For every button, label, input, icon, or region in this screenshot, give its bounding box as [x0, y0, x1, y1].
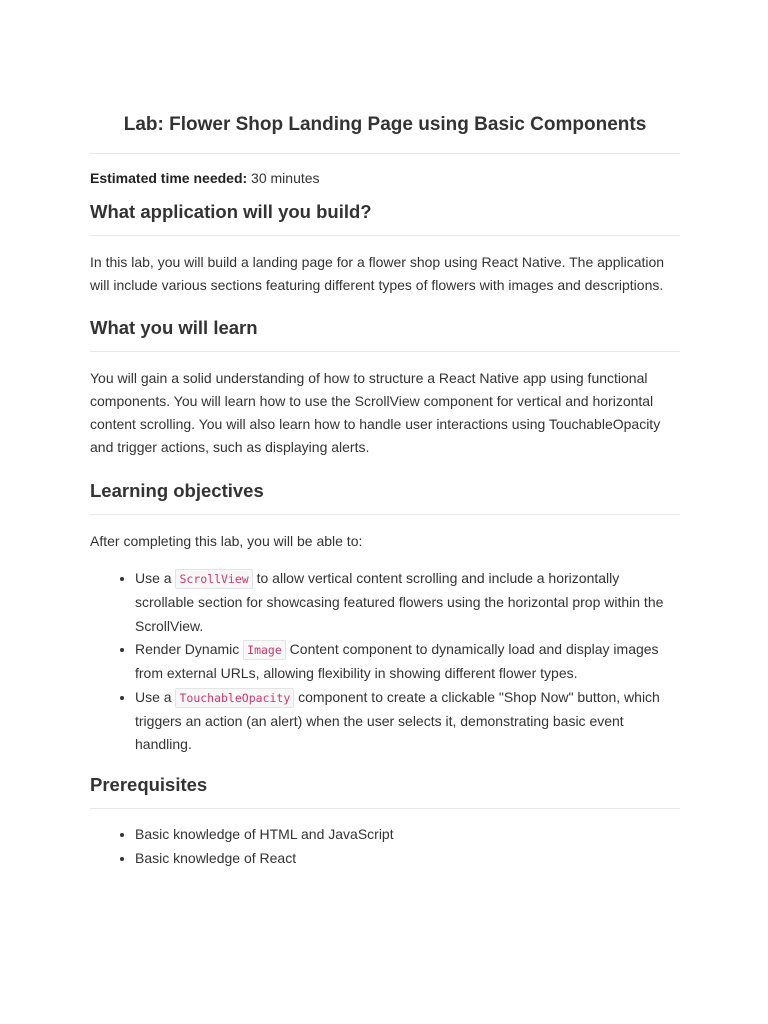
estimated-time-label: Estimated time needed:	[90, 170, 248, 186]
inline-code: TouchableOpacity	[175, 688, 294, 708]
inline-code: ScrollView	[175, 569, 252, 589]
heading-what-learn: What you will learn	[90, 314, 680, 352]
inline-code: Image	[243, 640, 286, 660]
list-item-text: component to create a clickable "Shop Now" button, which triggers an action (an alert) when the user selects it, demonstrating basic event handling.	[135, 688, 660, 753]
list-item-text: Use a	[135, 688, 176, 705]
list-item: • Basic knowledge of React	[135, 847, 680, 870]
paragraph-what-learn: You will gain a solid understanding of how to structure a React Native app using functional components. You will learn how to use the ScrollView component for vertical and horizontal content scrolling. You will also learn how to handle user interactions using TouchableOpacity and trigger actions, such as displaying alerts.	[90, 369, 661, 456]
page-title: Lab: Flower Shop Landing Page using Basic Components	[90, 108, 680, 154]
objectives-list	[90, 567, 680, 756]
objectives-intro: After completing this lab, you will be able to:	[90, 532, 363, 549]
heading-what-build: What application will you build?	[90, 198, 680, 236]
paragraph-what-build: In this lab, you will build a landing page for a flower shop using React Native. The application will include various sections featuring different types of flowers with images and descriptions.	[90, 254, 665, 294]
list-item-text: Content component to dynamically load and display images from external URLs, allowing flexibility in showing different flower types.	[135, 640, 659, 682]
list-item	[135, 638, 680, 686]
list-item-text: Render Dynamic	[135, 640, 244, 657]
list-item	[135, 686, 680, 757]
prerequisites-list	[90, 823, 680, 870]
estimated-time-value: 30 minutes	[247, 170, 320, 186]
document-content	[90, 108, 680, 870]
heading-prerequisites: Prerequisites	[90, 771, 680, 809]
list-item	[135, 567, 680, 638]
heading-learning-objectives: Learning objectives	[90, 477, 680, 515]
list-item: • Basic knowledge of HTML and JavaScript	[135, 823, 680, 846]
list-item-text: to allow vertical content scrolling and include a horizontally scrollable section for showcasing featured flowers using the horizontal prop within the ScrollView.	[135, 570, 664, 634]
list-item-text: Use a	[135, 570, 176, 587]
estimated-time	[90, 167, 680, 189]
